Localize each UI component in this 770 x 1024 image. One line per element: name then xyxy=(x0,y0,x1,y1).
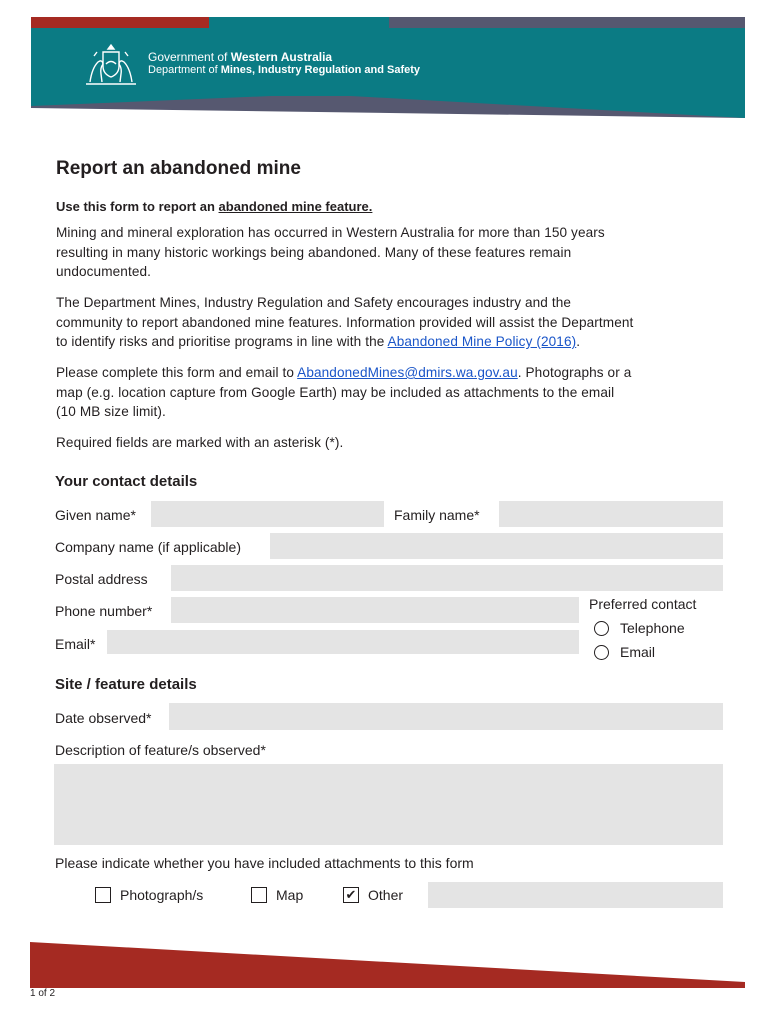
attachments-prompt: Please indicate whether you have included attachments to this form xyxy=(55,855,474,871)
photographs-checkbox[interactable] xyxy=(95,887,111,903)
email-label: Email* xyxy=(55,636,96,652)
header-stripe-teal xyxy=(209,17,389,28)
required-note: Required fields are marked with an asterisk (*). xyxy=(56,435,344,450)
header-wedge xyxy=(31,96,745,120)
intro-paragraph-2: The Department Mines, Industry Regulation and Safety encourages industry and the community to report abandoned mine features. Information provided will assist the Department to identify risks and prioritise programs in line with the Abandoned Mine Policy (2016). xyxy=(56,295,634,349)
given-name-label: Given name* xyxy=(55,507,136,523)
description-textarea[interactable] xyxy=(54,764,723,845)
other-checkbox-label: Other xyxy=(368,887,404,903)
email-radio-label: Email xyxy=(620,644,656,660)
phone-label: Phone number* xyxy=(55,603,153,619)
abandoned-mine-policy-link[interactable]: Abandoned Mine Policy (2016) xyxy=(387,334,577,349)
footer-band xyxy=(0,940,770,992)
postal-address-label: Postal address xyxy=(55,571,148,587)
intro-paragraph-1: Mining and mineral exploration has occurred in Western Australia for more than 150 years resulting in many historic workings being abandoned. Many of these features remain undocumented. xyxy=(56,225,605,279)
company-input[interactable] xyxy=(270,533,723,559)
phone-input[interactable] xyxy=(171,597,579,623)
abandoned-mine-feature-link[interactable]: abandoned mine feature. xyxy=(218,199,373,214)
intro-lead: Use this form to report an abandoned mine feature. xyxy=(56,199,373,214)
telephone-radio[interactable] xyxy=(594,621,609,636)
intro-paragraph-3: Please complete this form and email to AbandonedMines@dmirs.wa.gov.au. Photographs or a map (e.g. location capture from Google Earth) may be included as attachments to the email (10 MB size limit). xyxy=(56,365,632,419)
date-observed-label: Date observed* xyxy=(55,710,152,726)
map-checkbox[interactable] xyxy=(251,887,267,903)
header-stripe-red xyxy=(31,17,209,28)
telephone-radio-label: Telephone xyxy=(620,620,685,636)
preferred-contact-label: Preferred contact xyxy=(589,596,697,612)
header-stripe-slate xyxy=(389,17,745,28)
family-name-input[interactable] xyxy=(499,501,723,527)
postal-address-input[interactable] xyxy=(171,565,723,591)
given-name-input[interactable] xyxy=(151,501,384,527)
site-heading: Site / feature details xyxy=(55,676,197,693)
government-name: Government of Western Australia xyxy=(148,50,333,64)
email-input[interactable] xyxy=(107,630,579,654)
page-number: 1 of 2 xyxy=(30,988,56,999)
description-label: Description of feature/s observed* xyxy=(55,742,266,758)
email-link[interactable]: AbandonedMines@dmirs.wa.gov.au xyxy=(297,365,518,380)
page-title: Report an abandoned mine xyxy=(56,158,301,179)
family-name-label: Family name* xyxy=(394,507,480,523)
contact-heading: Your contact details xyxy=(55,473,198,490)
checkmark-icon: ✔ xyxy=(345,887,357,902)
email-radio[interactable] xyxy=(594,645,609,660)
other-checkbox[interactable] xyxy=(343,887,359,903)
coat-of-arms-icon xyxy=(82,42,140,90)
company-label: Company name (if applicable) xyxy=(55,539,241,555)
map-checkbox-label: Map xyxy=(276,887,304,903)
department-name: Department of Mines, Industry Regulation and Safety xyxy=(148,64,421,76)
other-attachment-input[interactable] xyxy=(428,882,723,908)
photographs-checkbox-label: Photograph/s xyxy=(120,887,204,903)
date-observed-input[interactable] xyxy=(169,703,723,730)
